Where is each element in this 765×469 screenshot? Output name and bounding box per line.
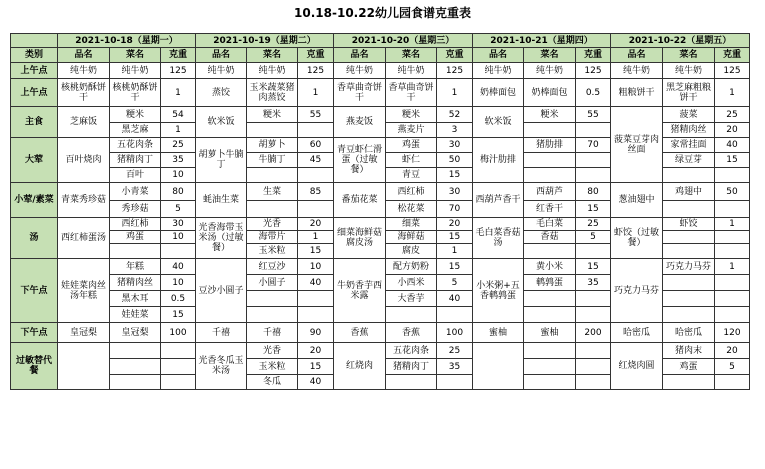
weight-cell: [576, 291, 611, 307]
weight-cell: 40: [161, 259, 196, 275]
date-row: [11, 34, 750, 48]
column-header-row: [11, 48, 750, 63]
ingredient-cell: 奶棒面包: [524, 79, 576, 107]
corner-cell: [11, 34, 58, 48]
weight-cell: 30: [161, 218, 196, 231]
ingredient-cell: [663, 275, 715, 291]
ingredient-cell: [386, 375, 437, 390]
weight-cell: 1: [298, 79, 334, 107]
weight-cell: 70: [576, 138, 611, 153]
weight-cell: 10: [298, 259, 334, 275]
weight-cell: 35: [161, 153, 196, 168]
weight-cell: [298, 291, 334, 307]
weight-cell: 30: [437, 183, 473, 201]
weight-cell: 10: [161, 231, 196, 244]
weight-cell: 60: [298, 138, 334, 153]
weight-cell: 55: [298, 107, 334, 123]
ingredient-cell: 配方奶粉: [386, 259, 437, 275]
category-label: 大荤: [11, 138, 58, 183]
ingredient-cell: 香菇: [524, 231, 576, 244]
weight-cell: [715, 201, 750, 218]
weight-cell: 125: [715, 63, 750, 79]
date-header: 2021-10-21（星期四）: [473, 34, 611, 48]
dish-cell: [473, 343, 524, 390]
ingredient-cell: 玉米蔬菜猪肉蒸饺: [247, 79, 298, 107]
dish-header: 品名: [473, 48, 524, 63]
ingredient-cell: 玉米粒: [247, 359, 298, 375]
weight-cell: 1: [715, 259, 750, 275]
ingredient-cell: 巧克力马芬: [663, 259, 715, 275]
ingredient-cell: 松花菜: [386, 201, 437, 218]
dish-cell: 纯牛奶: [58, 63, 110, 79]
weight-cell: 0.5: [576, 79, 611, 107]
menu-table: [10, 33, 750, 390]
ingredient-cell: [386, 307, 437, 323]
ingredient-cell: [663, 244, 715, 259]
weight-cell: 45: [298, 153, 334, 168]
weight-cell: 35: [576, 275, 611, 291]
weight-cell: 5: [161, 201, 196, 218]
ingredient-cell: 鸡蛋: [386, 138, 437, 153]
ingredient-cell: [524, 307, 576, 323]
ingredient-header: 菜名: [663, 48, 715, 63]
section-row: [11, 259, 750, 275]
weight-cell: 125: [576, 63, 611, 79]
weight-cell: 1: [298, 231, 334, 244]
ingredient-cell: 纯牛奶: [110, 63, 161, 79]
ingredient-cell: [110, 343, 161, 359]
weight-cell: 0.5: [161, 291, 196, 307]
weight-cell: 15: [576, 201, 611, 218]
date-header: 2021-10-20（星期三）: [334, 34, 473, 48]
weight-cell: 80: [161, 183, 196, 201]
weight-cell: [576, 359, 611, 375]
date-header: 2021-10-18（星期一）: [58, 34, 196, 48]
weight-cell: 20: [715, 123, 750, 138]
weight-cell: 20: [298, 343, 334, 359]
category-label: 主食: [11, 107, 58, 138]
dish-cell: 梅汁肋排: [473, 138, 524, 183]
ingredient-cell: 虾仁: [386, 153, 437, 168]
weight-header: 克重: [298, 48, 334, 63]
ingredient-cell: [247, 168, 298, 183]
ingredient-cell: 五花肉条: [386, 343, 437, 359]
weight-cell: 50: [715, 183, 750, 201]
weight-cell: [298, 307, 334, 323]
weight-cell: 1: [161, 123, 196, 138]
weight-cell: 52: [437, 107, 473, 123]
ingredient-cell: 纯牛奶: [386, 63, 437, 79]
dish-cell: 纯牛奶: [196, 63, 247, 79]
weight-cell: 80: [576, 183, 611, 201]
ingredient-cell: 胡萝卜: [247, 138, 298, 153]
ingredient-cell: 小圆子: [247, 275, 298, 291]
dish-cell: 小米粥+五香鹌鹑蛋: [473, 259, 524, 323]
dish-cell: 娃娃菜肉丝汤年糕: [58, 259, 110, 323]
ingredient-cell: 娃娃菜: [110, 307, 161, 323]
ingredient-cell: 猪肋排: [524, 138, 576, 153]
weight-cell: [576, 244, 611, 259]
weight-cell: [715, 375, 750, 390]
ingredient-cell: [663, 201, 715, 218]
weight-cell: [576, 307, 611, 323]
ingredient-cell: [663, 291, 715, 307]
weight-cell: 100: [437, 323, 473, 343]
weight-cell: 40: [715, 138, 750, 153]
ingredient-cell: 绿豆芽: [663, 153, 715, 168]
ingredient-cell: 粳米: [110, 107, 161, 123]
weight-header: 克重: [576, 48, 611, 63]
ingredient-cell: 黑木耳: [110, 291, 161, 307]
dish-cell: 光香冬瓜玉米汤: [196, 343, 247, 390]
ingredient-cell: [247, 307, 298, 323]
dish-cell: 软米饭: [473, 107, 524, 138]
weight-cell: [298, 123, 334, 138]
ingredient-cell: 猪肉末: [663, 343, 715, 359]
ingredient-cell: 青豆: [386, 168, 437, 183]
dish-cell: 百叶烧肉: [58, 138, 110, 183]
weight-cell: 15: [298, 359, 334, 375]
weight-cell: 25: [576, 218, 611, 231]
weight-cell: [715, 307, 750, 323]
ingredient-cell: [524, 359, 576, 375]
weight-cell: 30: [437, 138, 473, 153]
weight-cell: [576, 168, 611, 183]
weight-cell: 120: [715, 323, 750, 343]
dish-cell: 青菜秀珍菇: [58, 183, 110, 218]
weight-cell: [161, 244, 196, 259]
ingredient-cell: 纯牛奶: [663, 63, 715, 79]
weight-cell: 100: [161, 323, 196, 343]
category-label: 下午点: [11, 259, 58, 323]
ingredient-cell: 冬瓜: [247, 375, 298, 390]
weight-cell: [161, 343, 196, 359]
weight-cell: 15: [437, 259, 473, 275]
weight-cell: 1: [715, 79, 750, 107]
dish-cell: 纯牛奶: [611, 63, 663, 79]
section-row: [11, 107, 750, 123]
ingredient-cell: 海鲜菇: [386, 231, 437, 244]
dish-header: 品名: [611, 48, 663, 63]
weight-cell: 200: [576, 323, 611, 343]
ingredient-cell: [663, 168, 715, 183]
ingredient-cell: 光香: [247, 218, 298, 231]
ingredient-cell: 皇冠梨: [110, 323, 161, 343]
dish-cell: 纯牛奶: [473, 63, 524, 79]
weight-cell: 15: [437, 231, 473, 244]
ingredient-cell: [524, 343, 576, 359]
ingredient-cell: 粳米: [524, 107, 576, 123]
weight-cell: 54: [161, 107, 196, 123]
dish-header: 品名: [58, 48, 110, 63]
dish-cell: 红烧肉: [334, 343, 386, 390]
ingredient-cell: 鹌鹑蛋: [524, 275, 576, 291]
weight-cell: [576, 343, 611, 359]
ingredient-cell: 鸡翅中: [663, 183, 715, 201]
ingredient-cell: [247, 123, 298, 138]
ingredient-cell: 猪精肉丁: [110, 153, 161, 168]
weight-cell: 85: [298, 183, 334, 201]
ingredient-cell: 光香: [247, 343, 298, 359]
ingredient-cell: 西红柿: [110, 218, 161, 231]
dish-cell: 纯牛奶: [334, 63, 386, 79]
weight-cell: 10: [161, 168, 196, 183]
ingredient-header: 菜名: [524, 48, 576, 63]
ingredient-header: 菜名: [110, 48, 161, 63]
weight-cell: 55: [576, 107, 611, 123]
dish-cell: 蒸饺: [196, 79, 247, 107]
dish-header: 品名: [334, 48, 386, 63]
section-row: [11, 79, 750, 107]
weight-cell: 125: [437, 63, 473, 79]
ingredient-cell: [110, 359, 161, 375]
weight-cell: [576, 123, 611, 138]
dish-cell: 光香海带玉米汤（过敏餐）: [196, 218, 247, 259]
weight-cell: 25: [715, 107, 750, 123]
ingredient-cell: 菠菜: [663, 107, 715, 123]
weight-cell: 5: [576, 231, 611, 244]
weight-cell: 50: [437, 153, 473, 168]
ingredient-cell: [663, 307, 715, 323]
dish-cell: 虾饺（过敏餐）: [611, 218, 663, 259]
dish-cell: 蜜柚: [473, 323, 524, 343]
ingredient-cell: 鸡蛋: [663, 359, 715, 375]
weight-cell: 25: [437, 343, 473, 359]
weight-cell: [715, 244, 750, 259]
weight-cell: [715, 231, 750, 244]
ingredient-cell: 猪精肉丁: [386, 359, 437, 375]
ingredient-cell: 香蕉: [386, 323, 437, 343]
ingredient-cell: 燕麦片: [386, 123, 437, 138]
ingredient-cell: 黑芝麻: [110, 123, 161, 138]
ingredient-cell: [524, 123, 576, 138]
weight-cell: 35: [437, 359, 473, 375]
ingredient-header: 菜名: [386, 48, 437, 63]
page-title: 10.18-10.22幼儿园食谱克重表: [294, 6, 471, 20]
ingredient-cell: 细菜: [386, 218, 437, 231]
dish-cell: 西红柿蛋汤: [58, 218, 110, 259]
ingredient-cell: 年糕: [110, 259, 161, 275]
ingredient-cell: 毛白菜: [524, 218, 576, 231]
ingredient-cell: 西红柿: [386, 183, 437, 201]
weight-cell: [298, 168, 334, 183]
weight-cell: 40: [437, 291, 473, 307]
dish-cell: 核桃奶酥饼干: [58, 79, 110, 107]
ingredient-cell: [524, 153, 576, 168]
weight-cell: [161, 359, 196, 375]
date-header: 2021-10-19（星期二）: [196, 34, 334, 48]
section-row: [11, 63, 750, 79]
ingredient-cell: 黑芝麻粗粮饼干: [663, 79, 715, 107]
dish-cell: 芝麻饭: [58, 107, 110, 138]
ingredient-cell: 核桃奶酥饼干: [110, 79, 161, 107]
ingredient-cell: 猪精肉丝: [663, 123, 715, 138]
weight-cell: [715, 168, 750, 183]
weight-cell: [298, 201, 334, 218]
category-label: 汤: [11, 218, 58, 259]
category-label: 过敏替代餐: [11, 343, 58, 390]
dish-cell: 菠菜豆芽肉丝面: [611, 107, 663, 183]
weight-cell: 20: [715, 343, 750, 359]
weight-cell: [715, 275, 750, 291]
weight-cell: 5: [715, 359, 750, 375]
weight-header: 克重: [437, 48, 473, 63]
ingredient-cell: [247, 201, 298, 218]
weight-cell: 1: [437, 244, 473, 259]
ingredient-cell: [663, 231, 715, 244]
ingredient-cell: [524, 168, 576, 183]
ingredient-cell: 红豆沙: [247, 259, 298, 275]
category-label: 下午点: [11, 323, 58, 343]
weight-cell: 15: [437, 168, 473, 183]
ingredient-cell: 黄小米: [524, 259, 576, 275]
ingredient-cell: 纯牛奶: [524, 63, 576, 79]
dish-cell: 红烧肉圆: [611, 343, 663, 390]
dish-cell: [58, 343, 110, 390]
weight-cell: 1: [161, 79, 196, 107]
weight-cell: [161, 375, 196, 390]
dish-cell: 燕麦饭: [334, 107, 386, 138]
ingredient-cell: 哈密瓜: [663, 323, 715, 343]
ingredient-cell: [663, 375, 715, 390]
ingredient-cell: [524, 244, 576, 259]
weight-cell: 15: [161, 307, 196, 323]
ingredient-cell: 大香芋: [386, 291, 437, 307]
dish-cell: 香蕉: [334, 323, 386, 343]
weight-cell: 125: [161, 63, 196, 79]
weight-cell: 5: [437, 275, 473, 291]
ingredient-cell: 小西米: [386, 275, 437, 291]
section-row: [11, 218, 750, 231]
ingredient-cell: 粳米: [386, 107, 437, 123]
weight-cell: [576, 375, 611, 390]
ingredient-cell: 秀珍菇: [110, 201, 161, 218]
dish-cell: 胡萝卜牛腩丁: [196, 138, 247, 183]
dish-cell: 蚝油生菜: [196, 183, 247, 218]
weight-cell: 125: [298, 63, 334, 79]
ingredient-cell: 海带片: [247, 231, 298, 244]
weight-cell: 70: [437, 201, 473, 218]
ingredient-cell: 生菜: [247, 183, 298, 201]
weight-cell: 20: [298, 218, 334, 231]
weight-cell: [437, 375, 473, 390]
weight-cell: 90: [298, 323, 334, 343]
category-label: 上午点: [11, 79, 58, 107]
weight-cell: 20: [437, 218, 473, 231]
weight-cell: 15: [298, 244, 334, 259]
ingredient-cell: [110, 375, 161, 390]
ingredient-cell: 千禧: [247, 323, 298, 343]
ingredient-cell: 鸡蛋: [110, 231, 161, 244]
ingredient-cell: [524, 375, 576, 390]
dish-cell: 皇冠梨: [58, 323, 110, 343]
weight-cell: 15: [576, 259, 611, 275]
ingredient-cell: 五花肉条: [110, 138, 161, 153]
ingredient-cell: 西葫芦: [524, 183, 576, 201]
section-row: [11, 343, 750, 359]
weight-cell: [576, 153, 611, 168]
weight-cell: 3: [437, 123, 473, 138]
category-header: 类别: [11, 48, 58, 63]
ingredient-cell: 猪精肉丝: [110, 275, 161, 291]
dish-cell: 细菜海鲜菇腐皮汤: [334, 218, 386, 259]
ingredient-cell: 虾饺: [663, 218, 715, 231]
dish-cell: 哈密瓜: [611, 323, 663, 343]
ingredient-cell: 玉米粒: [247, 244, 298, 259]
dish-cell: 千禧: [196, 323, 247, 343]
weight-cell: [437, 307, 473, 323]
weight-cell: 1: [715, 218, 750, 231]
dish-cell: 毛白菜香菇汤: [473, 218, 524, 259]
ingredient-cell: 家常挂面: [663, 138, 715, 153]
weight-cell: 40: [298, 275, 334, 291]
dish-cell: 软米饭: [196, 107, 247, 138]
ingredient-cell: 粳米: [247, 107, 298, 123]
dish-cell: 奶棒面包: [473, 79, 524, 107]
dish-cell: 豆沙小圆子: [196, 259, 247, 323]
ingredient-cell: 百叶: [110, 168, 161, 183]
dish-cell: 香草曲奇饼干: [334, 79, 386, 107]
ingredient-cell: [247, 291, 298, 307]
category-label: 小荤/素菜: [11, 183, 58, 218]
ingredient-header: 菜名: [247, 48, 298, 63]
ingredient-cell: 牛腩丁: [247, 153, 298, 168]
weight-header: 克重: [161, 48, 196, 63]
dish-cell: 巧克力马芬: [611, 259, 663, 323]
weight-cell: [715, 291, 750, 307]
section-row: [11, 323, 750, 343]
weight-cell: 40: [298, 375, 334, 390]
ingredient-cell: 纯牛奶: [247, 63, 298, 79]
weight-cell: 10: [161, 275, 196, 291]
section-row: [11, 183, 750, 201]
dish-cell: 西葫芦香干: [473, 183, 524, 218]
category-label: 上午点: [11, 63, 58, 79]
dish-cell: 葱油翅中: [611, 183, 663, 218]
weight-cell: 25: [161, 138, 196, 153]
weight-cell: 1: [437, 79, 473, 107]
weight-cell: 15: [715, 153, 750, 168]
dish-cell: 牛奶香芋西米露: [334, 259, 386, 323]
ingredient-cell: [110, 244, 161, 259]
ingredient-cell: 腐皮: [386, 244, 437, 259]
dish-cell: 青豆虾仁滑蛋（过敏餐）: [334, 138, 386, 183]
dish-cell: 粗粮饼干: [611, 79, 663, 107]
dish-cell: 番茄花菜: [334, 183, 386, 218]
ingredient-cell: 红香干: [524, 201, 576, 218]
ingredient-cell: 香草曲奇饼干: [386, 79, 437, 107]
ingredient-cell: [524, 291, 576, 307]
dish-header: 品名: [196, 48, 247, 63]
ingredient-cell: 蜜柚: [524, 323, 576, 343]
weight-header: 克重: [715, 48, 750, 63]
date-header: 2021-10-22（星期五）: [611, 34, 750, 48]
ingredient-cell: 小青菜: [110, 183, 161, 201]
